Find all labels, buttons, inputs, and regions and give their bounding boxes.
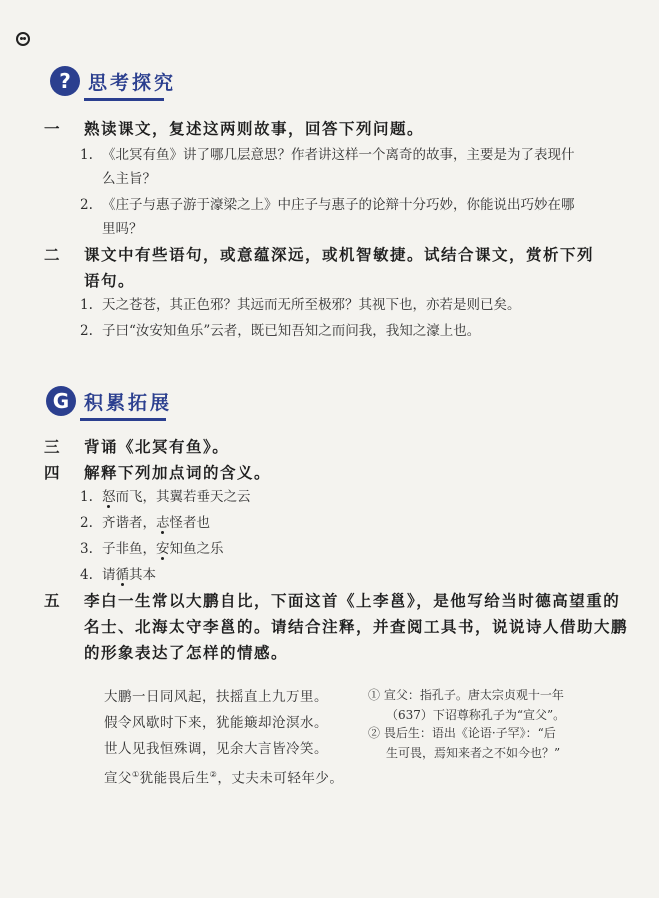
question-text: 背诵《北冥有鱼》。 — [84, 438, 230, 456]
poem-line: 世人见我恒殊调，见余大言皆冷笑。 — [104, 741, 328, 757]
accumulate-icon: G — [46, 386, 76, 416]
poem-text: 宣父 — [104, 770, 132, 787]
dotted-word: 循 — [115, 567, 129, 583]
question-number: 三 — [44, 438, 62, 456]
section-underline — [80, 418, 166, 421]
list-item — [80, 318, 480, 344]
item-number: 4. — [80, 567, 93, 583]
list-item — [80, 292, 521, 318]
question-text: 熟读课文，复述这两则故事，回答下列问题。 — [84, 120, 425, 138]
question-heading — [44, 460, 271, 486]
item-number: 3. — [80, 541, 93, 557]
footnote-marker: ② — [209, 770, 218, 779]
item-text: 天之苍苍，其正色邪？其远而无所至极邪？其视下也，亦若是则已矣。 — [102, 297, 521, 313]
poem-line: 大鹏一日同风起，扶摇直上九万里。 — [104, 689, 328, 705]
item-text: 《庄子与惠子游于濠梁之上》中庄子与惠子的论辩十分巧妙，你能说出巧妙在哪 — [102, 197, 575, 213]
list-item — [80, 142, 575, 168]
dotted-word: 志 — [156, 515, 170, 531]
footnote-continuation: （637）下诏尊称孔子为“宣父”。 — [386, 708, 566, 722]
item-text-post: 怪者也 — [169, 515, 210, 531]
poem-line — [104, 762, 343, 792]
question-text: 李白一生常以大鹏自比，下面这首《上李邕》，是他写给当时德高望重的 — [84, 592, 621, 610]
list-item — [80, 484, 251, 510]
footnote-continuation: 生可畏，焉知来者之不如今也？” — [386, 746, 561, 760]
list-item — [80, 192, 575, 218]
item-text-pre: 请 — [102, 567, 116, 583]
question-text: 解释下列加点词的含义。 — [84, 464, 272, 482]
list-item-continuation: 里吗？ — [102, 221, 143, 237]
section-underline — [84, 98, 164, 101]
question-text-continuation: 的形象表达了怎样的情感。 — [84, 644, 289, 662]
question-number: 二 — [44, 246, 62, 264]
poem-line: 假令风歇时下来，犹能簸却沧溟水。 — [104, 715, 328, 731]
item-text: 《北冥有鱼》讲了哪几层意思？作者讲这样一个离奇的故事，主要是为了表现什 — [102, 147, 575, 163]
item-text-post: 知鱼之乐 — [169, 541, 224, 557]
question-text: 课文中有些语句，或意蕴深远，或机智敏捷。试结合课文，赏析下列 — [84, 246, 595, 264]
section-title-accumulate: 积累拓展 — [84, 392, 173, 414]
footnote: ② 畏后生：语出《论语·子罕》：“后 — [368, 726, 556, 740]
question-text-continuation: 语句。 — [84, 272, 136, 290]
question-number: 一 — [44, 120, 62, 138]
item-text-post: 而飞，其翼若垂天之云 — [115, 489, 251, 505]
question-heading — [44, 588, 620, 614]
poem-text: ，丈夫未可轻年少。 — [217, 770, 344, 787]
item-number: 2. — [80, 323, 93, 339]
footnote-marker: ① — [132, 770, 140, 779]
list-item — [80, 510, 210, 536]
item-number: 1. — [80, 147, 93, 163]
poem-text: 犹能畏后生 — [139, 770, 210, 787]
question-heading — [44, 116, 424, 142]
dotted-word: 安 — [156, 541, 170, 557]
item-number: 1. — [80, 489, 93, 505]
item-text-pre: 齐谐者， — [102, 515, 156, 531]
item-number: 1. — [80, 297, 93, 313]
question-heading — [44, 242, 594, 268]
section-title-thinking: 思考探究 — [88, 72, 177, 94]
footnote: ① 宣父：指孔子。唐太宗贞观十一年 — [368, 688, 564, 702]
question-heading — [44, 434, 229, 460]
item-number: 2. — [80, 197, 93, 213]
dotted-word: 怒 — [102, 489, 116, 505]
list-item-continuation: 么主旨？ — [102, 171, 156, 187]
item-number: 2. — [80, 515, 93, 531]
question-number: 四 — [44, 464, 62, 482]
list-item — [80, 562, 156, 588]
item-text-pre: 子非鱼， — [102, 541, 156, 557]
question-text-continuation: 名士、北海太守李邕的。请结合注释，并查阅工具书，说说诗人借助大鹏 — [84, 618, 629, 636]
item-text-post: 其本 — [129, 567, 156, 583]
question-mark-icon: ? — [50, 66, 80, 96]
question-number: 五 — [44, 592, 62, 610]
smiley-icon — [16, 32, 30, 46]
list-item — [80, 536, 224, 562]
item-text: 子曰“汝安知鱼乐”云者，既已知吾知之而问我，我知之濠上也。 — [102, 323, 481, 339]
